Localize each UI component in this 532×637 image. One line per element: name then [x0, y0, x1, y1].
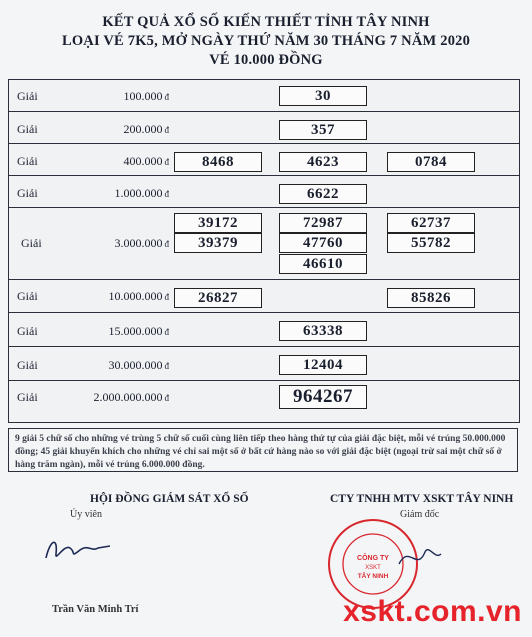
prize-amount: 100.000 đ [123, 89, 169, 103]
prize-row-special [9, 380, 519, 423]
signature-left [40, 528, 130, 568]
prize-row [9, 80, 519, 111]
prize-amount: 10.000.000 đ [108, 289, 169, 303]
winning-number: 0784 [387, 152, 475, 172]
prize-amount: 15.000.000 đ [108, 324, 169, 338]
svg-text:TÂY NINH: TÂY NINH [357, 573, 389, 580]
prize-label: Giải [17, 324, 38, 338]
winning-number: 6622 [279, 184, 367, 204]
winning-number: 4623 [279, 152, 367, 172]
council-member-name: Trần Văn Minh Trí [52, 604, 139, 615]
winning-number: 47760 [279, 233, 367, 253]
ticket-type-line: LOẠI VÉ 7K5, MỞ NGÀY THỨ NĂM 30 THÁNG 7 NĂM 2020 [61, 33, 471, 49]
prize-amount: 3.000.000 đ [114, 236, 169, 250]
company-title: CTY TNHH MTV XSKT TÂY NINH [330, 493, 514, 505]
brand-watermark: xskt.com.vn [343, 595, 522, 628]
winning-number: 8468 [174, 152, 262, 172]
winning-number: 30 [279, 86, 367, 106]
winning-number: 55782 [387, 233, 475, 253]
council-role: Ủy viên [70, 509, 102, 520]
prize-row [9, 175, 519, 208]
winning-number: 12404 [279, 355, 367, 375]
winning-number: 46610 [279, 254, 367, 274]
prize-row [9, 111, 519, 144]
winning-number: 85826 [387, 288, 475, 308]
winning-number: 72987 [279, 213, 367, 233]
prize-amount: 1.000.000 đ [114, 186, 169, 200]
ticket-price-line: VÉ 10.000 ĐỒNG [209, 52, 323, 68]
svg-text:CÔNG TY: CÔNG TY [357, 555, 389, 562]
winning-number: 39172 [174, 213, 262, 233]
prize-row [9, 143, 519, 176]
prize-label: Giải [17, 122, 38, 136]
prize-amount: 2.000.000.000 đ [93, 390, 169, 404]
director-role: Giám đốc [400, 509, 440, 520]
prize-label: Giải [17, 89, 38, 103]
winning-number: 63338 [279, 321, 367, 341]
prize-label: Giải [17, 154, 38, 168]
prize-label: Giải [17, 390, 38, 404]
prize-row [9, 279, 519, 313]
prize-amount: 30.000.000 đ [108, 358, 169, 372]
svg-text:XSKT: XSKT [365, 565, 381, 571]
prize-label: Giải [17, 358, 38, 372]
winning-number: 26827 [174, 288, 262, 308]
prize-row [9, 346, 519, 381]
prize-label: Giải [17, 186, 38, 200]
winning-number: 357 [279, 120, 367, 140]
document-title: KẾT QUẢ XỔ SỐ KIẾN THIẾT TỈNH TÂY NINH [102, 14, 430, 30]
prize-row [9, 312, 519, 347]
prize-amount: 400.000 đ [123, 154, 169, 168]
winning-number: 62737 [387, 213, 475, 233]
prize-amount: 200.000 đ [123, 122, 169, 136]
prize-notes: 9 giải 5 chữ số cho những vé trùng 5 chữ số cuối cùng liên tiếp theo hàng thứ tự của giải đặc biệt, mỗi vé trúng 50.000.000 đồng; 45 giải khuyến khích cho những vé chỉ sai một số ở bất cứ hàng nào so với giải đặc biệt (ngoại trừ sai một chữ số ở hàng trăm ngàn), mỗi vé trúng 6.000.000 đồng. [8, 428, 518, 472]
prize-label: Giải [17, 289, 38, 303]
special-prize-number: 964267 [279, 385, 367, 409]
prize-label: Giải [21, 236, 42, 250]
prize-row [9, 207, 519, 280]
results-table [8, 79, 520, 423]
winning-number: 39379 [174, 233, 262, 253]
council-title: HỘI ĐỒNG GIÁM SÁT XỔ SỐ [90, 493, 249, 505]
signature-right [395, 538, 445, 578]
